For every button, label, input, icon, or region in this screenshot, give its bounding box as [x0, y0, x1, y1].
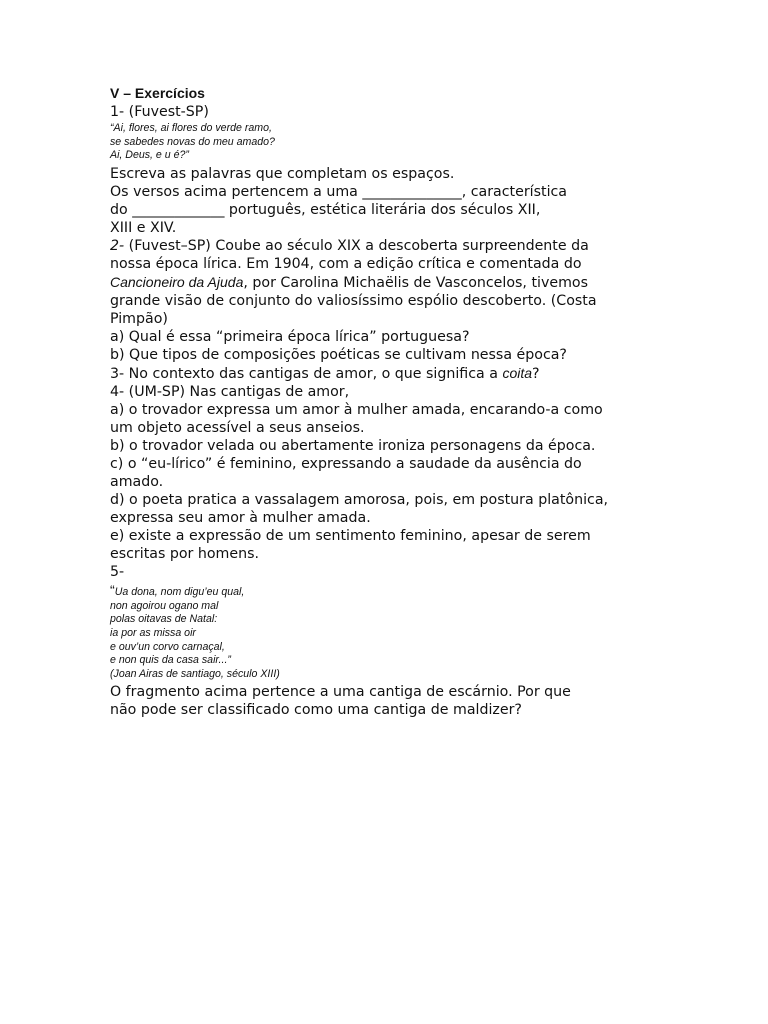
q1-text-line: do _____________ português, estética literária dos séculos XII, [110, 201, 541, 218]
document-content [110, 84, 670, 719]
q1-text-line: Os versos acima pertencem a uma ______________, característica [110, 183, 567, 200]
option-line: b) o trovador velada ou abertamente ironiza personagens da época. [110, 437, 596, 454]
q3-text: 3- No contexto das cantigas de amor, o que significa a [110, 365, 503, 382]
q4-option-e [110, 527, 670, 563]
q1-text-line: Escreva as palavras que completam os espaços. [110, 165, 455, 182]
q2-number: 2- [110, 237, 125, 254]
option-line: a) o trovador expressa um amor à mulher amada, encarando-a como [110, 401, 603, 418]
q1-text-line: XIII e XIV. [110, 219, 177, 236]
option-line: d) o poeta pratica a vassalagem amorosa, pois, em postura platônica, [110, 491, 609, 508]
q5-question-line: O fragmento acima pertence a uma cantiga de escárnio. Por que [110, 684, 571, 701]
q2-item-b: b) Que tipos de composições poéticas se cultivam nessa época? [110, 346, 567, 363]
open-quote: “ [110, 582, 115, 599]
q5-verse-line: e ouv’un corvo carnaçal, [110, 640, 225, 653]
option-line: escritas por homens. [110, 545, 259, 562]
q5-verse-line: polas oitavas de Natal: [110, 613, 218, 626]
section-title: V – Exercícios [110, 85, 205, 101]
q1-label: 1- (Fuvest-SP) [110, 104, 209, 120]
q2-item-a: a) Qual é essa “primeira época lírica” portuguesa? [110, 328, 470, 345]
q1-verse-line: se sabedes novas do meu amado? [110, 135, 275, 148]
q4-option-b [110, 437, 670, 455]
q2-line [110, 237, 670, 255]
option-line: c) o “eu-lírico” é feminino, expressando a saudade da ausência do [110, 455, 582, 472]
q5-first-verse: Ua dona, nom digu’eu qual, [114, 585, 245, 598]
q4-option-d [110, 491, 670, 527]
option-line: um objeto acessível a seus anseios. [110, 419, 365, 436]
q5-verse [110, 582, 670, 682]
q4-option-c [110, 455, 670, 491]
q2-line: nossa época lírica. Em 1904, com a edição crítica e comentada do [110, 255, 582, 272]
q1-verse-line: “Ai, flores, ai flores do verde ramo, [110, 122, 272, 134]
q5-verse-line: e non quis da casa sair...” [110, 654, 231, 667]
q2-line [110, 273, 670, 292]
option-line: e) existe a expressão de um sentimento feminino, apesar de serem [110, 527, 591, 544]
q2-line: grande visão de conjunto do valiosíssimo espólio descoberto. (Costa [110, 292, 597, 309]
q5-attribution: (Joan Airas de santiago, século XIII) [110, 667, 280, 680]
option-line: expressa seu amor à mulher amada. [110, 509, 371, 526]
q5-verse-line [110, 582, 670, 600]
q4-label: 4- (UM-SP) Nas cantigas de amor, [110, 383, 350, 400]
q4-option-a [110, 401, 670, 437]
q5-question-line: não pode ser classificado como uma cantiga de maldizer? [110, 702, 522, 719]
q2-text: , por Carolina Michaëlis de Vasconcelos, tivemos [243, 274, 588, 291]
q3-line [110, 364, 670, 383]
q2-text: (Fuvest–SP) Coube ao século XIX a descoberta surpreendente da [124, 237, 589, 254]
q2-line: Pimpão) [110, 310, 168, 327]
book-title: Cancioneiro da Ajuda [110, 273, 244, 290]
q3-text-end: ? [532, 365, 540, 382]
q1-verse [110, 122, 670, 163]
option-line: amado. [110, 473, 164, 490]
q5-verse-line: ia por as missa oir [110, 626, 196, 639]
q5-verse-line: non agoirou ogano mal [110, 599, 219, 612]
q5-label: 5- [110, 563, 125, 580]
q3-term: coita [502, 364, 533, 381]
q1-verse-line: Ai, Deus, e u é?” [110, 149, 189, 162]
